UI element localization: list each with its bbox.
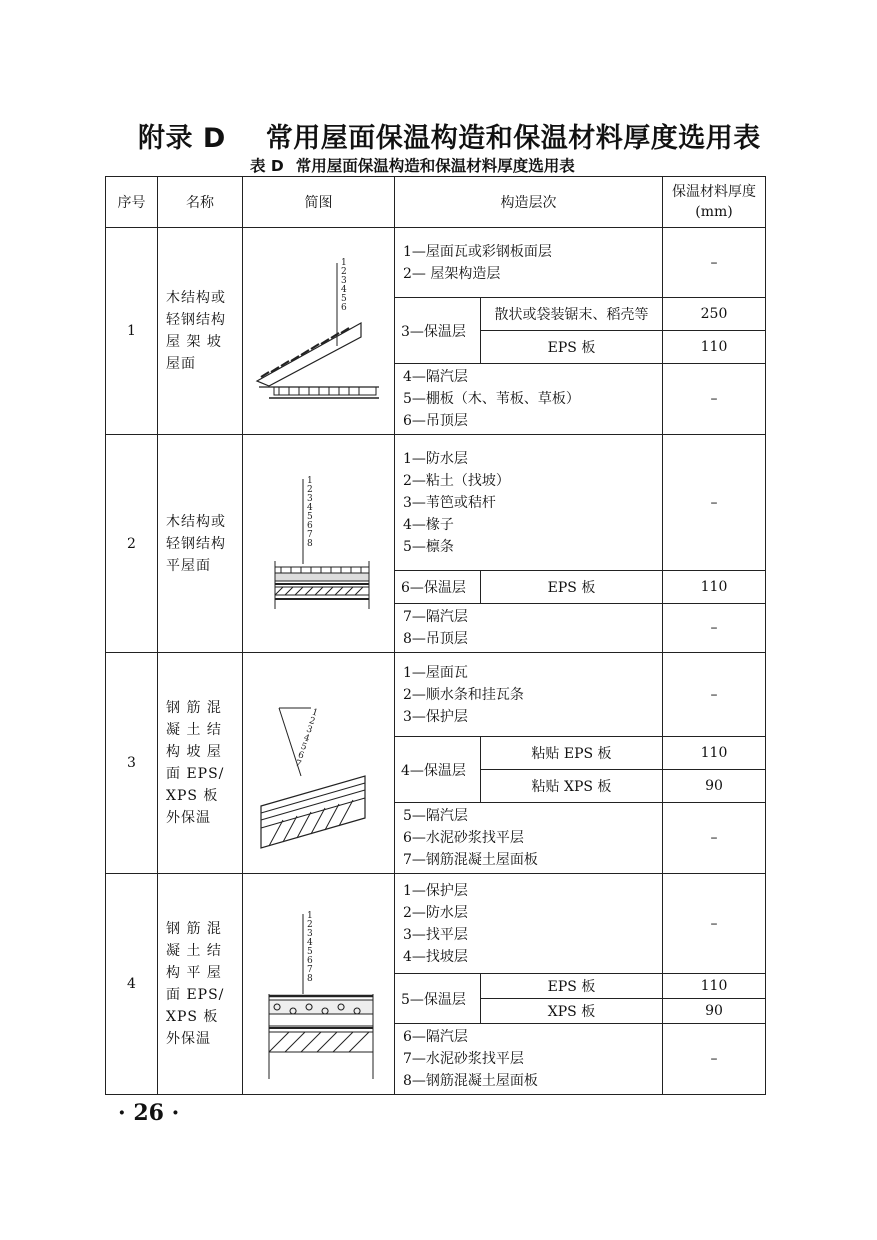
layer-text: 7—钢筋混凝土屋面板 [403, 852, 538, 868]
diagram-4-svg [249, 884, 389, 1084]
layer-text: 1—屋面瓦或彩钢板面层 [403, 243, 552, 260]
name-line: XPS 板 [166, 1009, 219, 1025]
layer-text: 8—钢筋混凝土屋面板 [403, 1073, 538, 1089]
row-no: 1 [106, 228, 158, 435]
name-line: 平屋面 [166, 557, 211, 574]
name-line: 面 EPS/ [166, 766, 225, 782]
diagram-concrete-flat-roof [243, 874, 395, 1095]
fig-num: 6 [296, 750, 305, 762]
header-thickness-label: 保温材料厚度 [672, 184, 756, 200]
layer-text: 5—棚板（木、苇板、草板） [403, 391, 580, 407]
top-layers [395, 435, 663, 571]
fig-num: 4 [301, 733, 311, 745]
table-row [106, 228, 766, 298]
layer-text: 2—防水层 [403, 904, 468, 921]
fig-num: 5 [298, 741, 308, 753]
row-name [158, 874, 243, 1095]
name-line: 外保温 [166, 1031, 211, 1047]
diagram-concrete-pitched-roof [243, 653, 395, 874]
insulation-material: 散状或袋装锯末、稻壳等 [481, 298, 663, 331]
fig-num: 6 [340, 303, 347, 313]
thickness-value: – [663, 435, 766, 571]
layer-text: 2—顺水条和挂瓦条 [403, 686, 524, 703]
diagram-flat-wood-roof [243, 435, 395, 653]
insulation-material: 粘贴 EPS 板 [481, 737, 663, 770]
layer-text: 7—水泥砂浆找平层 [403, 1051, 524, 1067]
layer-text: 5—隔汽层 [403, 808, 468, 824]
insulation-material: 粘贴 XPS 板 [481, 770, 663, 803]
row-no: 2 [106, 435, 158, 653]
fig-num: 3 [304, 724, 313, 736]
header-diagram: 简图 [243, 177, 395, 228]
fig-num: 5 [340, 294, 347, 304]
fig-num: 5 [306, 511, 313, 522]
table-code: 表 D [250, 157, 284, 175]
table-caption [250, 154, 650, 176]
name-line: 面 EPS/ [166, 987, 225, 1003]
thickness-value: 110 [663, 571, 766, 604]
thickness-value: 110 [663, 974, 766, 999]
row-no: 3 [106, 653, 158, 874]
thickness-value: – [663, 653, 766, 737]
layer-text: 3—苇笆或秸杆 [403, 494, 496, 511]
thickness-value: 110 [663, 737, 766, 770]
diagram-pitched-wood-roof [243, 228, 395, 435]
page-number: · 26 · [118, 1100, 180, 1126]
header-name: 名称 [158, 177, 243, 228]
name-line: 钢 筋 混 [166, 921, 222, 937]
fig-num: 7 [293, 758, 302, 771]
name-line: 轻钢结构 [166, 312, 226, 328]
thickness-value: 250 [663, 298, 766, 331]
name-line: 屋面 [166, 356, 196, 372]
thickness-value: – [663, 874, 766, 974]
layer-text: 6—水泥砂浆找平层 [403, 830, 524, 846]
thickness-value: – [663, 1024, 766, 1095]
fig-num: 1 [309, 707, 319, 719]
layer-text: 3—找平层 [403, 926, 468, 943]
table-row [106, 435, 766, 571]
name-line: 木结构或 [166, 513, 226, 530]
header-thickness-unit: (mm) [695, 204, 733, 220]
top-layers [395, 874, 663, 974]
layer-text: 6—吊顶层 [403, 413, 468, 429]
insulation-material: EPS 板 [481, 331, 663, 364]
table-header-row [106, 177, 766, 228]
name-line: 凝 土 结 [166, 943, 222, 959]
fig-num: 3 [306, 493, 313, 504]
header-thickness [663, 177, 766, 228]
thickness-value: – [663, 228, 766, 298]
fig-num: 2 [306, 920, 313, 930]
header-layers: 构造层次 [395, 177, 663, 228]
insulation-material: EPS 板 [481, 974, 663, 999]
thickness-value: 90 [663, 999, 766, 1024]
appendix-heading: 常用屋面保温构造和保温材料厚度选用表 [265, 123, 761, 154]
fig-num: 4 [340, 285, 347, 295]
diagram-2-svg [249, 449, 389, 639]
fig-num: 7 [306, 965, 313, 975]
fig-num: 2 [340, 267, 347, 277]
name-line: XPS 板 [166, 788, 219, 804]
bottom-layers [395, 604, 663, 653]
thickness-value: 90 [663, 770, 766, 803]
name-line: 钢 筋 混 [166, 700, 222, 716]
fig-num: 3 [340, 276, 347, 286]
layer-text: 6—隔汽层 [403, 1029, 468, 1045]
insulation-material: XPS 板 [481, 999, 663, 1024]
row-name [158, 228, 243, 435]
insulation-layer-label: 3—保温层 [395, 298, 481, 364]
insulation-table [105, 176, 766, 1095]
layer-text: 2— 屋架构造层 [403, 265, 501, 282]
thickness-value: – [663, 803, 766, 874]
name-line: 凝 土 结 [166, 722, 222, 738]
layer-text: 7—隔汽层 [403, 609, 468, 625]
name-line: 构 坡 屋 [166, 744, 222, 760]
fig-num: 5 [306, 947, 313, 957]
fig-num: 6 [306, 520, 313, 531]
appendix-label: 附录 D [138, 123, 226, 154]
layer-text: 4—找坡层 [403, 948, 468, 965]
top-layers [395, 653, 663, 737]
name-line: 屋 架 坡 [166, 334, 222, 350]
table-caption-title: 常用屋面保温构造和保温材料厚度选用表 [295, 157, 575, 175]
fig-num: 3 [306, 929, 313, 939]
top-layers [395, 228, 663, 298]
layer-text: 8—吊顶层 [403, 631, 468, 647]
fig-num: 4 [306, 938, 313, 948]
diagram-3-svg [249, 668, 389, 858]
bottom-layers [395, 1024, 663, 1095]
fig-num: 1 [306, 911, 313, 921]
diagram-1-svg [249, 251, 389, 411]
layer-text: 1—保护层 [403, 882, 468, 899]
name-line: 木结构或 [166, 290, 226, 306]
name-line: 外保温 [166, 810, 211, 826]
fig-num: 1 [340, 258, 347, 268]
row-name [158, 435, 243, 653]
name-line: 轻钢结构 [166, 535, 226, 552]
fig-num: 2 [306, 484, 313, 495]
layer-text: 1—屋面瓦 [403, 664, 468, 681]
fig-num: 6 [306, 956, 313, 966]
thickness-value: 110 [663, 331, 766, 364]
layer-text: 2—粘土（找坡） [403, 472, 510, 489]
thickness-value: – [663, 364, 766, 435]
layer-text: 4—隔汽层 [403, 369, 468, 385]
fig-num: 8 [306, 538, 313, 549]
layer-text: 4—椽子 [403, 516, 454, 533]
layer-text: 3—保护层 [403, 708, 468, 725]
header-no: 序号 [106, 177, 158, 228]
bottom-layers [395, 364, 663, 435]
layer-text: 1—防水层 [403, 450, 468, 467]
row-no: 4 [106, 874, 158, 1095]
bottom-layers [395, 803, 663, 874]
fig-num: 8 [306, 974, 313, 984]
fig-num: 7 [306, 529, 313, 540]
thickness-value: – [663, 604, 766, 653]
layer-text: 5—檩条 [403, 538, 454, 555]
appendix-title [138, 116, 778, 156]
fig-num: 1 [306, 475, 313, 486]
table-row [106, 653, 766, 737]
insulation-layer-label: 5—保温层 [395, 974, 481, 1024]
insulation-layer-label: 6—保温层 [395, 571, 481, 604]
fig-num: 4 [306, 502, 313, 513]
name-line: 构 平 屋 [166, 965, 222, 981]
row-name [158, 653, 243, 874]
insulation-material: EPS 板 [481, 571, 663, 604]
fig-num: 2 [307, 715, 316, 728]
insulation-layer-label: 4—保温层 [395, 737, 481, 803]
table-row [106, 874, 766, 974]
